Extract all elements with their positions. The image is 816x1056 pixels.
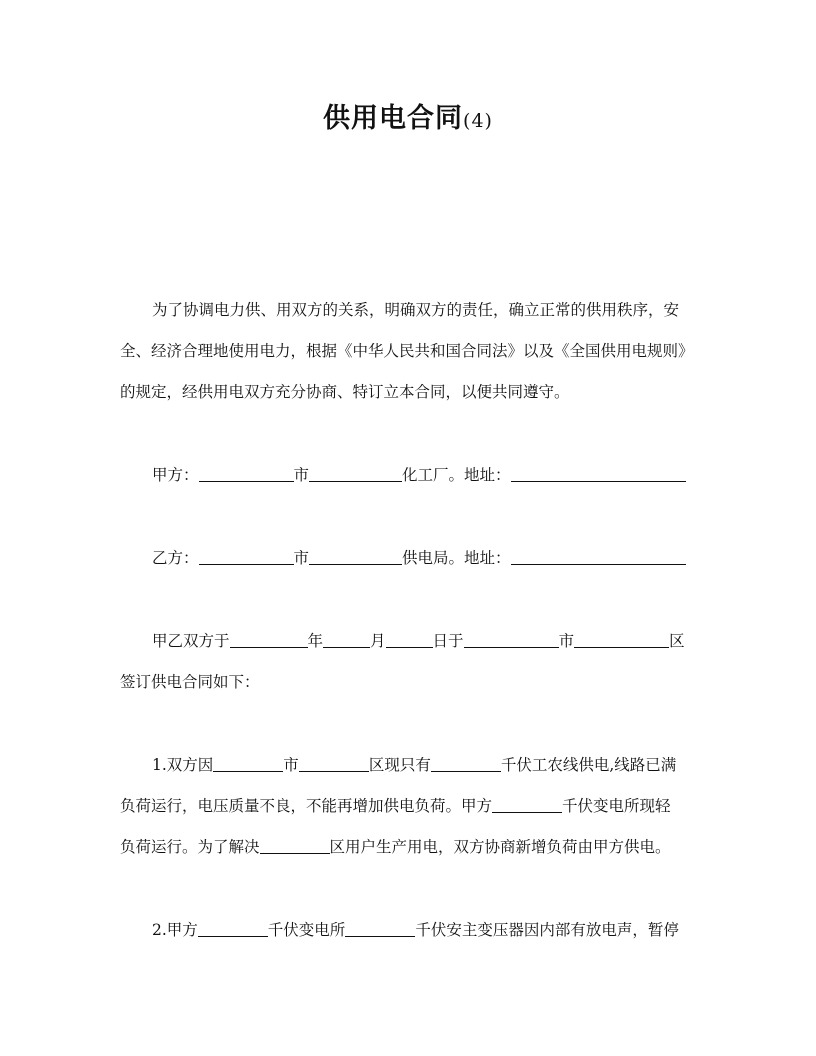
clause-1-city-blank[interactable] <box>213 755 283 772</box>
intro-paragraph <box>120 290 698 413</box>
title-main: 供用电合同 <box>323 103 464 134</box>
party-b-address-blank[interactable] <box>511 548 686 565</box>
clause-2-paragraph <box>120 910 698 951</box>
clause-2-kva-blank[interactable] <box>345 920 415 937</box>
party-a-text-1: 市 <box>293 466 310 484</box>
signing-day-blank[interactable] <box>386 631 433 648</box>
signing-text-3: 日于 <box>432 632 464 650</box>
clause-1-line-2-text-0: 负荷运行，电压质量不良，不能再增加供电负荷。甲方 <box>120 797 493 815</box>
clause-1-text-1: 市 <box>283 756 299 774</box>
clause-1-text-2: 区现只有 <box>368 756 431 774</box>
title-suffix: (4) <box>463 110 493 132</box>
clause-1-kv-blank[interactable] <box>431 755 501 772</box>
signing-text-5: 区 <box>669 632 685 650</box>
party-b-text-1: 市 <box>293 549 310 567</box>
signing-city-blank[interactable] <box>464 631 559 648</box>
intro-line-1: 为了协调电力供、用双方的关系，明确双方的责任，确立正常的供用秩序，安 <box>152 301 680 319</box>
clause-1-substation-kv-blank[interactable] <box>492 796 562 813</box>
party-a-city-blank[interactable] <box>199 465 294 482</box>
party-a-label: 甲方： <box>152 466 199 484</box>
clause-1-text-3: 千伏工农线供电,线路已满 <box>500 756 677 774</box>
clause-2-text-0: 2.甲方 <box>152 921 198 939</box>
clause-1-text-0: 1.双方因 <box>152 756 214 774</box>
party-a-factory-blank[interactable] <box>309 465 402 482</box>
signing-text-0: 甲乙双方于 <box>152 632 230 650</box>
clause-2-text-1: 千伏变电所 <box>267 921 346 939</box>
party-b-paragraph <box>120 538 698 579</box>
clause-1-district-blank[interactable] <box>299 755 369 772</box>
signing-district-blank[interactable] <box>574 631 669 648</box>
party-b-text-2: 供电局。地址： <box>402 549 511 567</box>
clause-1-area-blank[interactable] <box>260 837 330 854</box>
party-a-address-blank[interactable] <box>511 465 686 482</box>
signing-year-blank[interactable] <box>230 631 308 648</box>
signing-text-1: 年 <box>307 632 324 650</box>
signing-text-4: 市 <box>558 632 575 650</box>
clause-2-kv-blank[interactable] <box>198 920 268 937</box>
intro-line-3: 的规定，经供用电双方充分协商、特订立本合同，以便共同遵守。 <box>120 383 570 401</box>
clause-1-line-3-text-1: 区用户生产用电，双方协商新增负荷由甲方供电。 <box>329 838 671 856</box>
intro-line-2: 全、经济合理地使用电力，根据《中华人民共和国合同法》以及《全国供用电规则》 <box>120 342 694 360</box>
document-title <box>0 96 816 135</box>
signing-text-2: 月 <box>370 632 386 650</box>
party-b-label: 乙方： <box>152 549 199 567</box>
signing-paragraph <box>120 621 698 703</box>
clause-1-line-2-text-1: 千伏变电所现轻 <box>562 797 671 815</box>
party-b-bureau-blank[interactable] <box>309 548 402 565</box>
clause-2-text-2: 千伏安主变压器因内部有放电声，暂停 <box>415 921 679 939</box>
signing-month-blank[interactable] <box>323 631 370 648</box>
party-b-city-blank[interactable] <box>199 548 294 565</box>
party-a-paragraph <box>120 455 698 496</box>
clause-1-line-3-text-0: 负荷运行。为了解决 <box>120 838 260 856</box>
signing-line-2: 签订供电合同如下： <box>120 673 260 691</box>
party-a-text-2: 化工厂。地址： <box>402 466 511 484</box>
clause-1-paragraph <box>120 745 698 868</box>
